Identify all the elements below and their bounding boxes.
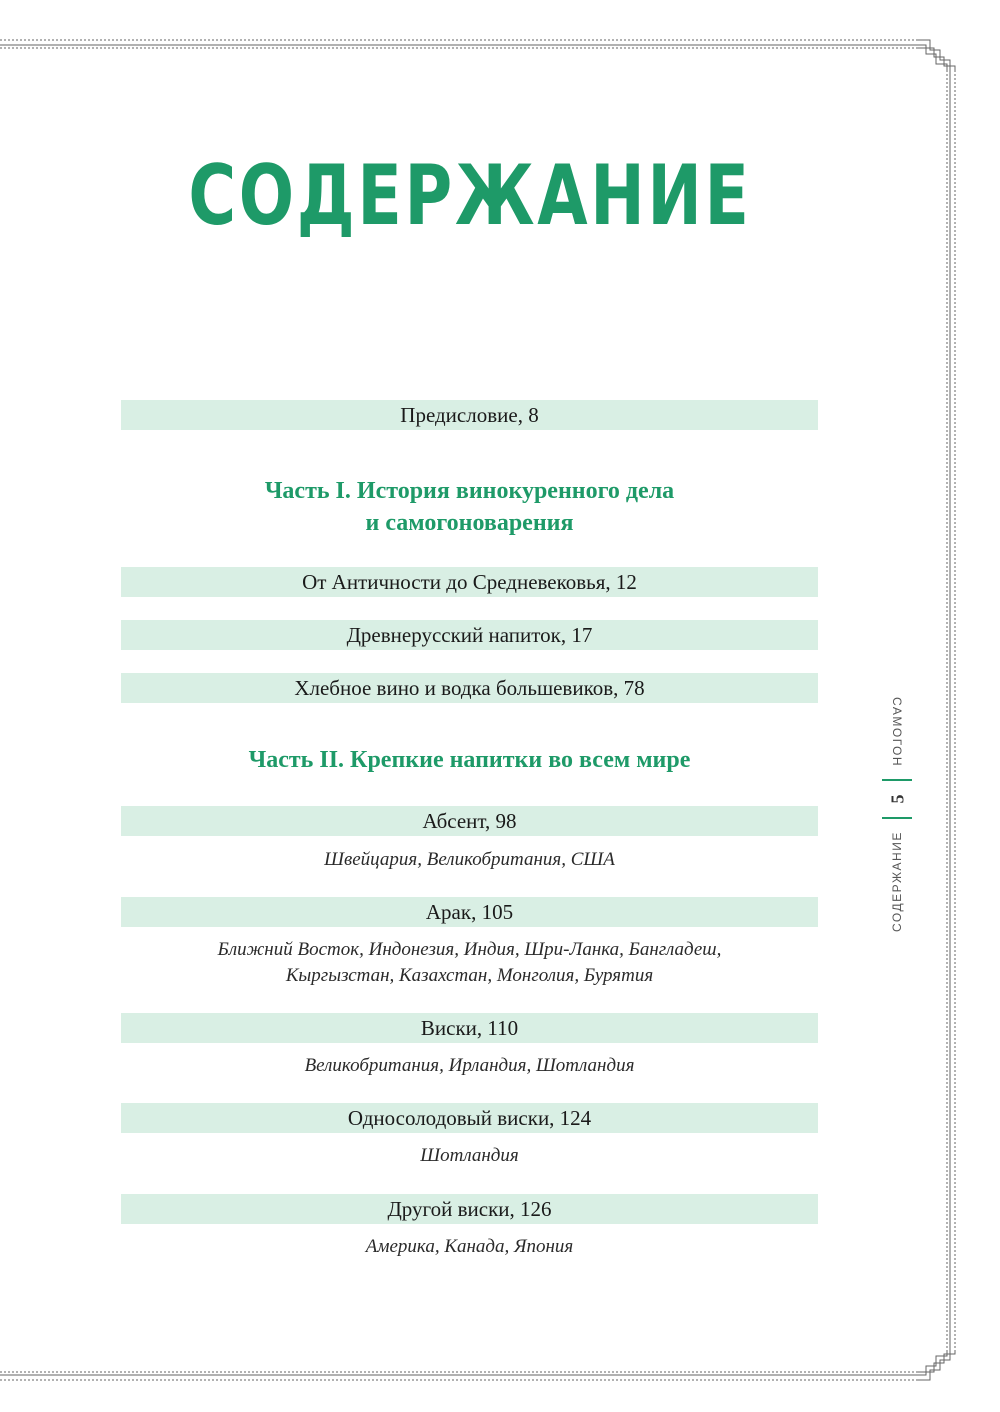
toc-entry[interactable]: Другой виски, 126 [121,1194,818,1224]
toc-entry[interactable]: Абсент, 98 [121,806,818,836]
toc-entry[interactable]: Арак, 105 [121,897,818,927]
part-1-heading-line-1: Часть I. История винокуренного дела [264,478,675,504]
toc-entry-countries: Шотландия [420,1145,519,1166]
toc-entry[interactable]: От Античности до Средневековья, 12 [121,567,818,597]
toc-entry-countries: Ближний Восток, Индонезия, Индия, Шри-Ланка, Бангладеш, [217,939,722,960]
section-title: СОДЕРЖАНИЕ [890,831,904,932]
toc-entry-countries: Великобритания, Ирландия, Шотландия [304,1055,635,1076]
toc-entry-countries: Америка, Канада, Япония [365,1236,574,1257]
page-number [882,779,912,819]
book-title: САМОГОН [890,697,904,768]
toc-entry[interactable]: Односолодовый виски, 124 [121,1103,818,1133]
part-2-heading: Часть II. Крепкие напитки во всем мире [248,747,691,773]
toc-entry-countries: Кыргызстан, Казахстан, Монголия, Бурятия [285,965,654,986]
toc-entry-countries: Швейцария, Великобритания, США [324,849,615,870]
part-1-heading-line-2: и самогоноварения [365,510,574,536]
page-number-value: 5 [887,794,907,804]
page-title: СОДЕРЖАНИЕ [188,148,752,245]
toc-entry[interactable]: Хлебное вино и водка большевиков, 78 [121,673,818,703]
running-header [878,697,916,932]
toc-entry[interactable]: Виски, 110 [121,1013,818,1043]
toc-entry[interactable]: Древнерусский напиток, 17 [121,620,818,650]
toc-entry-preface[interactable]: Предисловие, 8 [121,400,818,430]
